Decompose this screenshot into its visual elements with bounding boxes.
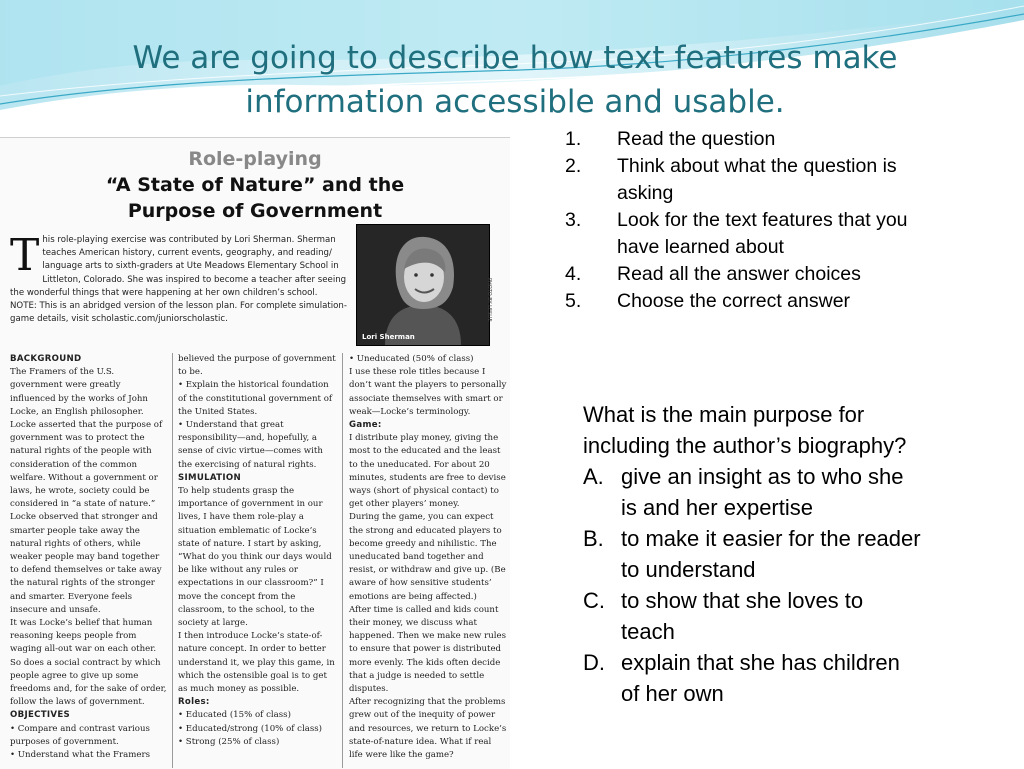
objective-item: • Understand what the Framers <box>10 750 150 761</box>
step-item <box>565 207 945 261</box>
simulation-heading: SIMULATION <box>178 472 241 483</box>
article-intro <box>10 230 350 326</box>
roles-heading: Roles: <box>178 697 210 708</box>
step-text: Think about what the question is asking <box>617 155 897 204</box>
choice-line: of her own <box>621 681 724 706</box>
answer-choice-a[interactable] <box>583 461 1003 523</box>
choice-letter: D. <box>583 650 605 675</box>
intro-paragraph: his role-playing exercise was contributed by Lori Sherman. Sherman teaches American history, current events, geography, and reading/ language arts to sixth-graders at Ute Meadows Elementary School in Littleton, Colorado. She was inspired to become a teacher after seeing the wonderful things that were happening at her own children’s school. <box>10 235 347 298</box>
question-text <box>583 399 1003 461</box>
author-portrait-image <box>357 225 489 345</box>
article-paragraph: believed the purpose of government to be. <box>178 354 336 378</box>
step-number: 2. <box>565 155 582 177</box>
choice-line: to show that she loves to <box>621 588 864 613</box>
step-text: Choose the correct answer <box>617 290 851 312</box>
article-column-3 <box>349 353 507 762</box>
choice-line: teach <box>621 619 675 644</box>
step-text: Look for the text features that you have learned about <box>617 209 908 258</box>
step-number: 3. <box>565 209 582 231</box>
question-line: including the author’s biography? <box>583 433 907 458</box>
author-photo <box>356 224 490 346</box>
step-number: 1. <box>565 128 582 150</box>
article-heading-line: “A State of Nature” and the <box>105 174 405 196</box>
article-paragraph: It was Locke’s belief that human reasoning keeps people from waging all-out war on each other. So does a social contract by which people agree to give up some freedoms and, for the sake of order, follow the laws of government. <box>10 618 167 708</box>
article-paragraph: After time is called and kids count their money, we discuss what happened. Then we make new rules to ensure that power is distributed more evenly. The kids often decide that a judge is needed to settle disputes. <box>349 604 507 695</box>
question-block <box>583 399 1003 709</box>
game-heading: Game: <box>349 420 382 431</box>
objective-item: • Understand that great responsibility—and, hopefully, a sense of civic virtue—comes with the exercising of natural rights. <box>178 420 323 470</box>
step-number: 5. <box>565 290 582 312</box>
question-line: What is the main purpose for <box>583 402 865 427</box>
objective-item: • Compare and contrast various purposes of government. <box>10 723 150 747</box>
choice-text <box>621 461 1003 523</box>
article-paragraph: The Framers of the U.S. government were greatly influenced by the works of John Locke, an English philosopher. Locke asserted that the purpose of government was to protect the natural rights of the people with consideration of the common welfare. Without a government or laws, he wrote, society could be considered in “a state of nature.” <box>10 367 163 510</box>
article-paragraph: To help students grasp the importance of government in our lives, I have them role-play a situation emblematic of Locke’s state of nature. I start by asking, “What do you think our days would be like without any rules or expectations in our classroom?” I move the concept from the classroom, to the school, to the society at large. <box>178 486 332 629</box>
choice-line: give an insight as to who she <box>621 464 904 489</box>
slide-title-line: We are going to describe how text features make <box>132 40 898 76</box>
choice-line: is and her expertise <box>621 495 813 520</box>
role-item: • Educated (15% of class) <box>178 710 291 721</box>
photo-caption: Lori Sherman <box>362 333 415 341</box>
step-number: 4. <box>565 263 582 285</box>
step-item <box>565 126 945 153</box>
article-column-1 <box>10 353 168 762</box>
article-paragraph: After recognizing that the problems grew out of the inequity of power and resources, we return to Locke’s state-of-nature idea. What if real life were like the game? <box>349 697 507 761</box>
answer-choices <box>583 461 1003 709</box>
answer-choice-d[interactable] <box>583 647 1003 709</box>
objectives-heading: OBJECTIVES <box>10 710 71 721</box>
choice-line: to understand <box>621 557 756 582</box>
role-item: • Strong (25% of class) <box>178 736 280 747</box>
answer-choice-b[interactable] <box>583 523 1003 585</box>
article-heading-line: Purpose of Government <box>127 200 383 222</box>
role-item: • Educated/strong (10% of class) <box>178 723 323 734</box>
article-heading <box>0 172 510 224</box>
background-heading: BACKGROUND <box>10 354 82 364</box>
choice-text <box>621 647 1003 709</box>
article-column-2 <box>178 353 336 749</box>
article-paragraph: I use these role titles because I don’t want the players to personally associate themselves with smart or weak—Locke’s terminology. <box>349 367 507 417</box>
article-paragraph: I distribute play money, giving the most to the educated and the least to the uneducated. For about 20 minutes, students are free to devise ways (short of physical contact) to get other players’ money. <box>349 433 506 510</box>
choice-letter: A. <box>583 464 604 489</box>
step-item <box>565 153 945 207</box>
article-kicker: Role-playing <box>188 148 322 170</box>
choice-text <box>621 585 1003 647</box>
answer-choice-c[interactable] <box>583 585 1003 647</box>
role-item: • Uneducated (50% of class) <box>349 354 474 364</box>
article-scan <box>0 137 510 769</box>
choice-letter: C. <box>583 588 605 613</box>
slide-title <box>100 36 930 124</box>
photo-credit: PHOTO BY LESLIE <box>486 278 492 322</box>
drop-cap: T <box>10 230 40 281</box>
slide-title-line: information accessible and usable. <box>245 84 785 120</box>
objective-item: • Explain the historical foundation of the constitutional government of the United States. <box>178 380 333 417</box>
intro-note: NOTE: This is an abridged version of the lesson plan. For complete simulation-game details, visit scholastic.com/juniorscholastic. <box>10 301 347 325</box>
steps-list <box>565 126 945 315</box>
choice-line: to make it easier for the reader <box>621 526 921 551</box>
choice-text <box>621 523 1003 585</box>
column-divider <box>342 353 343 768</box>
step-text: Read all the answer choices <box>617 263 861 285</box>
step-item <box>565 261 945 288</box>
choice-letter: B. <box>583 526 604 551</box>
article-paragraph: I then introduce Locke’s state-of-nature concept. In order to better understand it, we play this game, in which the ostensible goal is to get as much money as possible. <box>178 631 335 695</box>
step-item <box>565 288 945 315</box>
step-text: Read the question <box>617 128 776 150</box>
article-paragraph: Locke observed that stronger and smarter people take away the natural rights of others, while weaker people may band together to defend themselves or take away the natural rights of the stronger and smarter. Everyone feels insecure and unsafe. <box>10 512 162 615</box>
column-divider <box>172 353 173 768</box>
choice-line: explain that she has children <box>621 650 900 675</box>
article-paragraph: During the game, you can expect the strong and educated players to become greedy and nihilistic. The uneducated band together and resist, or withdraw and give up. (Be aware of how sensitive students’ emotions are being affected.) <box>349 512 506 602</box>
